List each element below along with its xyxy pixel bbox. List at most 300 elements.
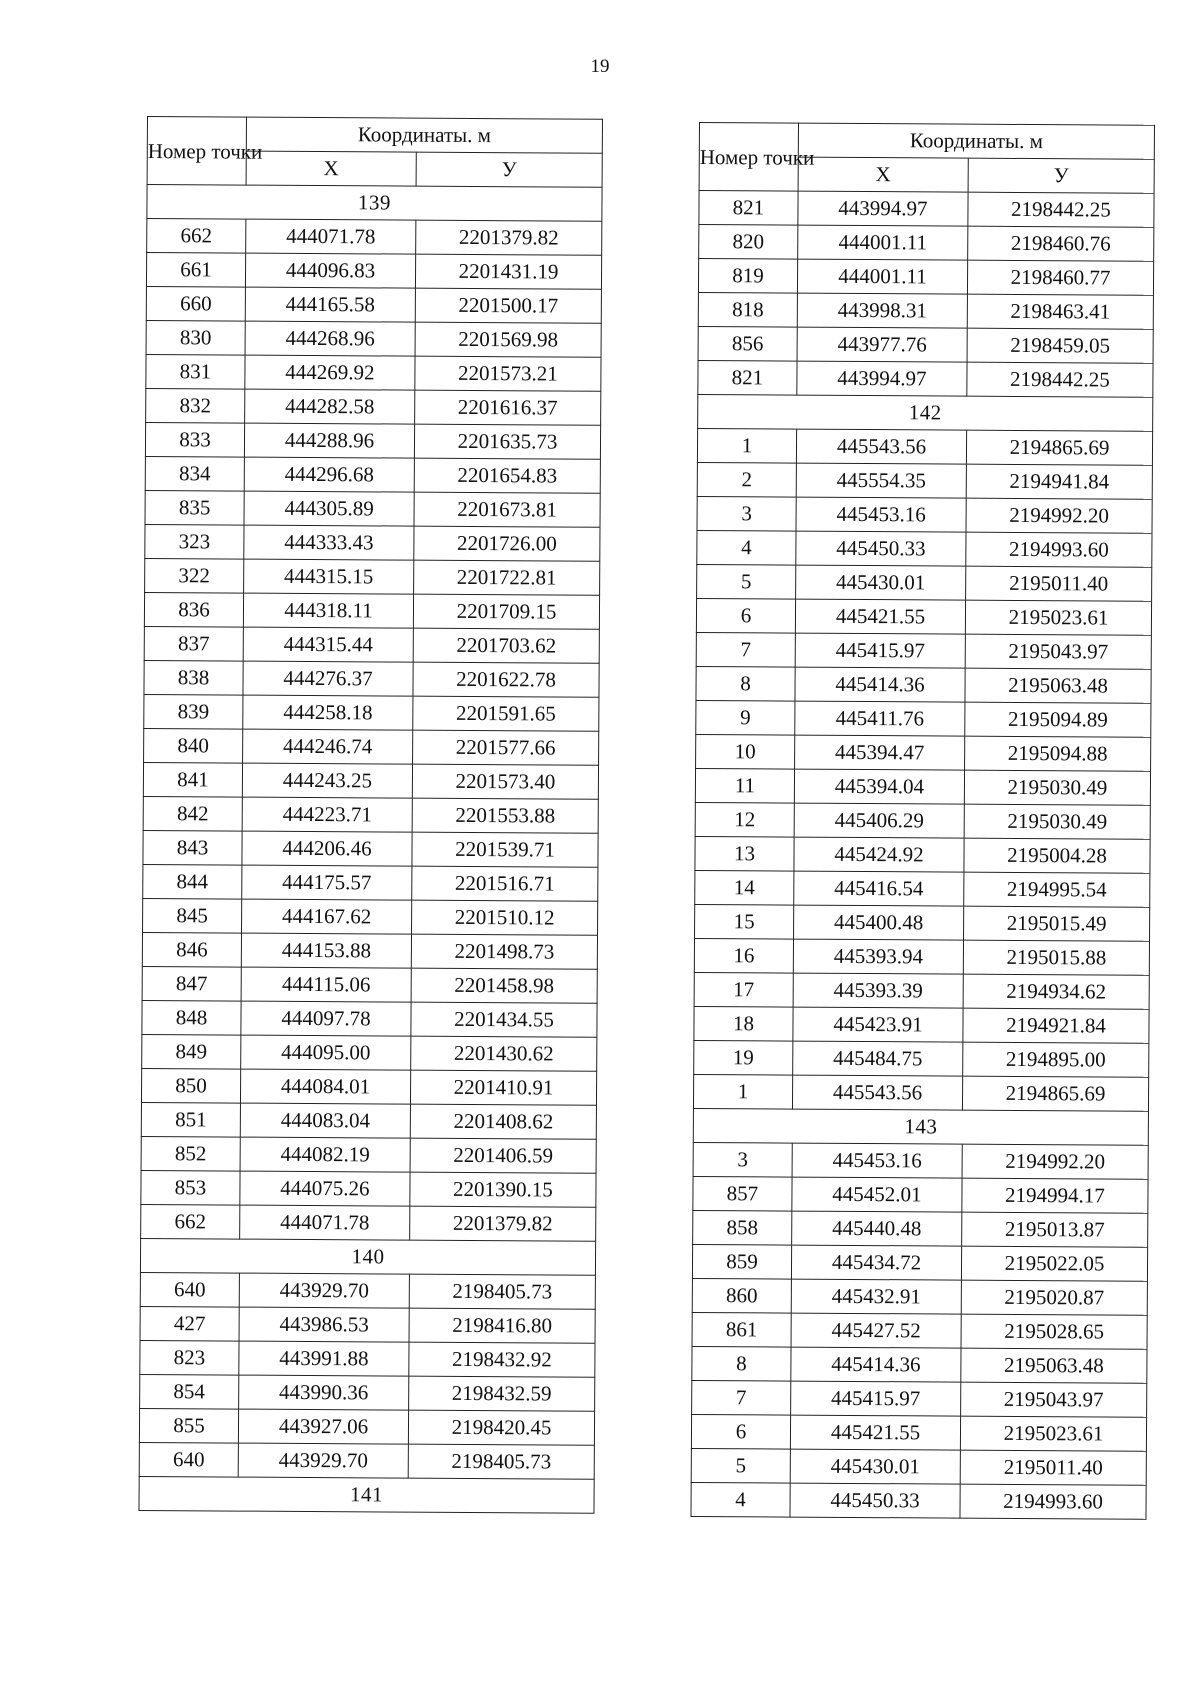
point-number-cell: 848: [142, 1000, 241, 1035]
y-coordinate-cell: 2201616.37: [415, 390, 601, 425]
table-row: [692, 1346, 1147, 1383]
table-row: [692, 1244, 1147, 1281]
y-coordinate-cell: 2195043.97: [961, 1382, 1147, 1417]
point-number-cell: 660: [146, 286, 245, 321]
point-number-cell: 834: [145, 456, 244, 491]
group-row: [147, 185, 602, 222]
y-coordinate-cell: 2201379.82: [416, 220, 602, 255]
table-row: [143, 898, 598, 935]
x-coordinate-cell: 445452.01: [792, 1177, 962, 1212]
point-number-cell: 7: [692, 1380, 791, 1415]
point-number-cell: 844: [143, 864, 242, 899]
y-coordinate-cell: 2201726.00: [414, 526, 600, 561]
x-coordinate-cell: 444165.58: [245, 287, 415, 322]
group-label: 141: [139, 1476, 594, 1513]
table-row: [699, 191, 1154, 228]
x-coordinate-cell: 444288.96: [244, 423, 414, 458]
point-number-cell: 842: [143, 796, 242, 831]
point-number-cell: 845: [143, 898, 242, 933]
y-coordinate-cell: 2198460.77: [967, 260, 1153, 295]
point-number-cell: 640: [139, 1442, 238, 1477]
table-row: [697, 428, 1152, 465]
table-row: [696, 700, 1151, 737]
x-coordinate-cell: 445453.16: [792, 1143, 962, 1178]
x-coordinate-cell: 444097.78: [241, 1001, 411, 1036]
point-number-cell: 12: [695, 802, 794, 837]
y-coordinate-cell: 2194865.69: [966, 430, 1152, 465]
x-coordinate-cell: 443986.53: [239, 1307, 409, 1342]
table-row: [693, 1210, 1148, 1247]
x-coordinate-cell: 445484.75: [793, 1041, 963, 1076]
point-number-cell: 7: [696, 632, 795, 667]
y-coordinate-cell: 2201406.59: [410, 1138, 596, 1173]
table-row: [694, 972, 1149, 1009]
point-number-cell: 852: [141, 1136, 240, 1171]
x-coordinate-cell: 444258.18: [243, 695, 413, 730]
x-coordinate-cell: 444175.57: [242, 865, 412, 900]
table-row: [694, 938, 1149, 975]
table-row: [692, 1380, 1147, 1417]
table-row: [695, 836, 1150, 873]
table-row: [693, 1074, 1148, 1111]
x-coordinate-cell: 444315.44: [243, 627, 413, 662]
point-number-cell: 18: [694, 1006, 793, 1041]
y-coordinate-cell: 2201573.21: [415, 356, 601, 391]
y-coordinate-cell: 2195015.88: [963, 940, 1149, 975]
point-number-cell: 859: [692, 1244, 791, 1279]
y-coordinate-cell: 2201635.73: [414, 424, 600, 459]
x-coordinate-cell: 444282.58: [245, 389, 415, 424]
point-number-cell: 1: [697, 428, 796, 463]
table-row: [696, 632, 1151, 669]
x-coordinate-cell: 444153.88: [241, 933, 411, 968]
x-coordinate-cell: 444246.74: [243, 729, 413, 764]
x-coordinate-cell: 445414.36: [791, 1347, 961, 1382]
y-coordinate-cell: 2198459.05: [967, 328, 1153, 363]
point-number-cell: 6: [691, 1414, 790, 1449]
point-number-cell: 4: [697, 530, 796, 565]
table-row: [694, 1040, 1149, 1077]
y-coordinate-cell: 2198442.25: [967, 362, 1153, 397]
y-coordinate-cell: 2198420.45: [408, 1410, 594, 1445]
x-coordinate-cell: 444296.68: [244, 457, 414, 492]
point-number-cell: 854: [140, 1374, 239, 1409]
x-coordinate-cell: 444206.46: [242, 831, 412, 866]
y-coordinate-cell: 2195013.87: [962, 1212, 1148, 1247]
y-coordinate-cell: 2195063.48: [961, 1348, 1147, 1383]
y-coordinate-cell: 2195011.40: [960, 1450, 1146, 1485]
y-coordinate-cell: 2201553.88: [412, 798, 598, 833]
y-coordinate-cell: 2194993.60: [966, 532, 1152, 567]
x-coordinate-cell: 445406.29: [794, 803, 964, 838]
point-number-cell: 3: [693, 1142, 792, 1177]
point-number-cell: 16: [694, 938, 793, 973]
y-coordinate-cell: 2201500.17: [415, 288, 601, 323]
point-number-cell: 19: [694, 1040, 793, 1075]
table-row: [142, 1034, 597, 1071]
x-coordinate-cell: 444082.19: [240, 1137, 410, 1172]
point-number-cell: 4: [691, 1482, 790, 1517]
group-label: 142: [698, 394, 1153, 431]
point-number-cell: 13: [695, 836, 794, 871]
x-coordinate-cell: 445400.48: [794, 905, 964, 940]
x-coordinate-cell: 445427.52: [791, 1313, 961, 1348]
x-coordinate-cell: 443977.76: [797, 327, 967, 362]
point-number-cell: 841: [143, 762, 242, 797]
point-number-cell: 2: [697, 462, 796, 497]
x-coordinate-cell: 444115.06: [241, 967, 411, 1002]
y-coordinate-cell: 2195043.97: [965, 634, 1151, 669]
x-coordinate-cell: 444333.43: [244, 525, 414, 560]
point-number-cell: 640: [140, 1272, 239, 1307]
group-label: 140: [140, 1238, 595, 1275]
table-row: [141, 1068, 596, 1105]
point-number-cell: 1: [693, 1074, 792, 1109]
point-number-cell: 846: [142, 932, 241, 967]
y-coordinate-cell: 2201410.91: [410, 1070, 596, 1105]
y-coordinate-cell: 2201573.40: [412, 764, 598, 799]
table-row: [696, 598, 1151, 635]
point-number-cell: 856: [698, 326, 797, 361]
table-row: [143, 796, 598, 833]
table-row: [146, 320, 601, 357]
table-row: [143, 830, 598, 867]
point-number-cell: 849: [142, 1034, 241, 1069]
y-coordinate-cell: 2201709.15: [413, 594, 599, 629]
point-number-cell: 851: [141, 1102, 240, 1137]
point-number-cell: 857: [693, 1176, 792, 1211]
table-row: [143, 762, 598, 799]
table-row: [140, 1272, 595, 1309]
x-coordinate-cell: 443998.31: [797, 293, 967, 328]
x-coordinate-cell: 443927.06: [238, 1409, 408, 1444]
table-row: [140, 1340, 595, 1377]
y-coordinate-cell: 2195023.61: [960, 1416, 1146, 1451]
x-coordinate-cell: 444243.25: [242, 763, 412, 798]
table-row: [695, 802, 1150, 839]
table-row: [697, 462, 1152, 499]
table-row: [144, 660, 599, 697]
table-row: [141, 1204, 596, 1241]
table-row: [146, 388, 601, 425]
point-number-cell: 838: [144, 660, 243, 695]
y-coordinate-cell: 2195011.40: [966, 566, 1152, 601]
point-number-cell: 17: [694, 972, 793, 1007]
point-number-cell: 830: [146, 320, 245, 355]
table-row: [139, 1442, 594, 1479]
x-coordinate-cell: 444167.62: [242, 899, 412, 934]
table-row: [141, 1102, 596, 1139]
table-row: [145, 422, 600, 459]
x-coordinate-cell: 444071.78: [240, 1205, 410, 1240]
point-number-cell: 5: [691, 1448, 790, 1483]
x-coordinate-cell: 444268.96: [245, 321, 415, 356]
y-coordinate-cell: 2195094.89: [965, 702, 1151, 737]
y-coordinate-cell: 2194992.20: [966, 498, 1152, 533]
table-row: [697, 530, 1152, 567]
table-row: [146, 354, 601, 391]
x-coordinate-cell: 444318.11: [243, 593, 413, 628]
table-row: [147, 219, 602, 256]
y-coordinate-cell: 2194934.62: [963, 974, 1149, 1009]
y-coordinate-cell: 2194865.69: [962, 1076, 1148, 1111]
point-number-cell: 831: [146, 354, 245, 389]
y-coordinate-cell: 2194992.20: [962, 1144, 1148, 1179]
point-number-cell: 860: [692, 1278, 791, 1313]
table-row: [695, 768, 1150, 805]
y-coordinate-cell: 2195094.88: [965, 736, 1151, 771]
x-coordinate-cell: 445393.94: [793, 939, 963, 974]
y-coordinate-cell: 2201577.66: [413, 730, 599, 765]
point-number-cell: 855: [139, 1408, 238, 1443]
x-coordinate-cell: 445414.36: [795, 667, 965, 702]
x-coordinate-cell: 445543.56: [792, 1075, 962, 1110]
x-coordinate-cell: 444096.83: [245, 253, 415, 288]
table-row: [692, 1312, 1147, 1349]
table-row: [146, 286, 601, 323]
y-coordinate-cell: 2194994.17: [962, 1178, 1148, 1213]
point-number-cell: 8: [696, 666, 795, 701]
x-coordinate-cell: 443929.70: [238, 1443, 408, 1478]
table-row: [695, 870, 1150, 907]
x-coordinate-cell: 445394.47: [795, 735, 965, 770]
page-number: 19: [590, 56, 610, 77]
y-coordinate-cell: 2198460.76: [968, 226, 1154, 261]
point-number-cell: 662: [147, 219, 246, 254]
table-row: [139, 1408, 594, 1445]
x-coordinate-cell: 443991.88: [239, 1341, 409, 1376]
point-number-cell: 839: [144, 694, 243, 729]
point-number-cell: 821: [698, 360, 797, 395]
x-coordinate-cell: 444095.00: [241, 1035, 411, 1070]
point-number-cell: 8: [692, 1346, 791, 1381]
table-row: [698, 326, 1153, 363]
x-coordinate-cell: 443994.97: [798, 191, 968, 226]
x-coordinate-cell: 445393.39: [793, 973, 963, 1008]
x-coordinate-cell: 445415.97: [795, 633, 965, 668]
point-number-cell: 821: [699, 191, 798, 226]
x-coordinate-cell: 444305.89: [244, 491, 414, 526]
x-coordinate-cell: 445543.56: [796, 429, 966, 464]
header-y: У: [968, 158, 1154, 193]
point-number-cell: 820: [699, 225, 798, 260]
table-row: [693, 1176, 1148, 1213]
y-coordinate-cell: 2198463.41: [967, 294, 1153, 329]
point-number-cell: 835: [145, 490, 244, 525]
table-row: [699, 225, 1154, 262]
point-number-cell: 3: [697, 496, 796, 531]
y-coordinate-cell: 2198432.59: [409, 1376, 595, 1411]
y-coordinate-cell: 2201379.82: [410, 1206, 596, 1241]
table-row: [698, 292, 1153, 329]
y-coordinate-cell: 2195022.05: [961, 1246, 1147, 1281]
header-coordinates: Координаты. м: [246, 117, 602, 153]
table-row: [694, 1006, 1149, 1043]
table-row: [691, 1414, 1146, 1451]
table-row: [691, 1482, 1146, 1519]
x-coordinate-cell: 445394.04: [794, 769, 964, 804]
table-row: [692, 1278, 1147, 1315]
x-coordinate-cell: 445415.97: [791, 1381, 961, 1416]
table-row: [145, 558, 600, 595]
x-coordinate-cell: 445424.92: [794, 837, 964, 872]
point-number-cell: 11: [695, 768, 794, 803]
table-row: [140, 1374, 595, 1411]
y-coordinate-cell: 2201434.55: [411, 1002, 597, 1037]
y-coordinate-cell: 2201569.98: [415, 322, 601, 357]
y-coordinate-cell: 2201722.81: [414, 560, 600, 595]
y-coordinate-cell: 2201458.98: [411, 968, 597, 1003]
x-coordinate-cell: 444276.37: [243, 661, 413, 696]
point-number-cell: 6: [696, 598, 795, 633]
group-row: [693, 1108, 1148, 1145]
y-coordinate-cell: 2195023.61: [965, 600, 1151, 635]
y-coordinate-cell: 2194895.00: [963, 1042, 1149, 1077]
table-row: [142, 932, 597, 969]
y-coordinate-cell: 2194995.54: [964, 872, 1150, 907]
y-coordinate-cell: 2201498.73: [411, 934, 597, 969]
group-row: [698, 394, 1153, 431]
point-number-cell: 823: [140, 1340, 239, 1375]
x-coordinate-cell: 445450.33: [796, 531, 966, 566]
x-coordinate-cell: 445434.72: [791, 1245, 961, 1280]
table-row: [144, 694, 599, 731]
header-point-number: Номер точки: [699, 123, 798, 192]
point-number-cell: 833: [145, 422, 244, 457]
x-coordinate-cell: 443994.97: [797, 361, 967, 396]
table-row: [144, 626, 599, 663]
group-row: [139, 1476, 594, 1513]
x-coordinate-cell: 444001.11: [798, 225, 968, 260]
point-number-cell: 832: [146, 388, 245, 423]
point-number-cell: 14: [695, 870, 794, 905]
table-row: [145, 524, 600, 561]
y-coordinate-cell: 2201408.62: [410, 1104, 596, 1139]
y-coordinate-cell: 2201591.65: [413, 696, 599, 731]
y-coordinate-cell: 2195030.49: [964, 804, 1150, 839]
point-number-cell: 427: [140, 1306, 239, 1341]
point-number-cell: 9: [696, 700, 795, 735]
table-row: [144, 592, 599, 629]
table-row: [145, 490, 600, 527]
point-number-cell: 323: [145, 524, 244, 559]
y-coordinate-cell: 2201431.19: [415, 254, 601, 289]
y-coordinate-cell: 2195015.49: [964, 906, 1150, 941]
table-row: [697, 564, 1152, 601]
y-coordinate-cell: 2195028.65: [961, 1314, 1147, 1349]
group-row: [140, 1238, 595, 1275]
x-coordinate-cell: 445430.01: [796, 565, 966, 600]
table-row: [696, 734, 1151, 771]
x-coordinate-cell: 444269.92: [245, 355, 415, 390]
point-number-cell: 662: [141, 1204, 240, 1239]
x-coordinate-cell: 445450.33: [790, 1483, 960, 1518]
table-row: [145, 456, 600, 493]
x-coordinate-cell: 445421.55: [795, 599, 965, 634]
y-coordinate-cell: 2198416.80: [409, 1308, 595, 1343]
table-row: [696, 666, 1151, 703]
x-coordinate-cell: 444001.11: [797, 259, 967, 294]
y-coordinate-cell: 2201703.62: [413, 628, 599, 663]
point-number-cell: 322: [145, 558, 244, 593]
point-number-cell: 861: [692, 1312, 791, 1347]
x-coordinate-cell: 445423.91: [793, 1007, 963, 1042]
x-coordinate-cell: 444075.26: [240, 1171, 410, 1206]
y-coordinate-cell: 2198432.92: [409, 1342, 595, 1377]
table-row: [698, 360, 1153, 397]
x-coordinate-cell: 443990.36: [239, 1375, 409, 1410]
group-label: 143: [693, 1108, 1148, 1145]
table-row: [142, 1000, 597, 1037]
y-coordinate-cell: 2201430.62: [411, 1036, 597, 1071]
coordinates-table-left: [138, 116, 603, 1514]
point-number-cell: 843: [143, 830, 242, 865]
x-coordinate-cell: 445440.48: [792, 1211, 962, 1246]
x-coordinate-cell: 444083.04: [240, 1103, 410, 1138]
table-row: [697, 496, 1152, 533]
point-number-cell: 819: [698, 259, 797, 294]
point-number-cell: 5: [697, 564, 796, 599]
point-number-cell: 850: [141, 1068, 240, 1103]
table-row: [691, 1448, 1146, 1485]
x-coordinate-cell: 444071.78: [246, 219, 416, 254]
x-coordinate-cell: 445554.35: [796, 463, 966, 498]
point-number-cell: 858: [693, 1210, 792, 1245]
y-coordinate-cell: 2195030.49: [964, 770, 1150, 805]
table-row: [693, 1142, 1148, 1179]
point-number-cell: 661: [146, 253, 245, 288]
y-coordinate-cell: 2201539.71: [412, 832, 598, 867]
group-label: 139: [147, 185, 602, 222]
point-number-cell: 847: [142, 966, 241, 1001]
x-coordinate-cell: 445416.54: [794, 871, 964, 906]
x-coordinate-cell: 445432.91: [791, 1279, 961, 1314]
y-coordinate-cell: 2201516.71: [412, 866, 598, 901]
header-point-number: Номер точки: [147, 117, 246, 186]
x-coordinate-cell: 444223.71: [242, 797, 412, 832]
y-coordinate-cell: 2194921.84: [963, 1008, 1149, 1043]
y-coordinate-cell: 2198405.73: [408, 1444, 594, 1479]
point-number-cell: 837: [144, 626, 243, 661]
y-coordinate-cell: 2195020.87: [961, 1280, 1147, 1315]
x-coordinate-cell: 444084.01: [240, 1069, 410, 1104]
header-coordinates: Координаты. м: [798, 123, 1154, 159]
y-coordinate-cell: 2194941.84: [966, 464, 1152, 499]
y-coordinate-cell: 2195063.48: [965, 668, 1151, 703]
point-number-cell: 836: [144, 592, 243, 627]
table-body-left: [139, 185, 602, 1514]
table-body-right: [691, 191, 1154, 1520]
point-number-cell: 15: [695, 904, 794, 939]
x-coordinate-cell: 445453.16: [796, 497, 966, 532]
point-number-cell: 10: [696, 734, 795, 769]
y-coordinate-cell: 2201510.12: [412, 900, 598, 935]
y-coordinate-cell: 2194993.60: [960, 1484, 1146, 1519]
table-row: [140, 1306, 595, 1343]
y-coordinate-cell: 2201673.81: [414, 492, 600, 527]
table-row: [141, 1170, 596, 1207]
x-coordinate-cell: 444315.15: [244, 559, 414, 594]
coordinates-table-right: [690, 122, 1155, 1520]
x-coordinate-cell: 445411.76: [795, 701, 965, 736]
table-row: [698, 259, 1153, 296]
y-coordinate-cell: 2201390.15: [410, 1172, 596, 1207]
point-number-cell: 818: [698, 292, 797, 327]
table-row: [146, 253, 601, 290]
y-coordinate-cell: 2201622.78: [413, 662, 599, 697]
y-coordinate-cell: 2201654.83: [414, 458, 600, 493]
x-coordinate-cell: 445430.01: [790, 1449, 960, 1484]
